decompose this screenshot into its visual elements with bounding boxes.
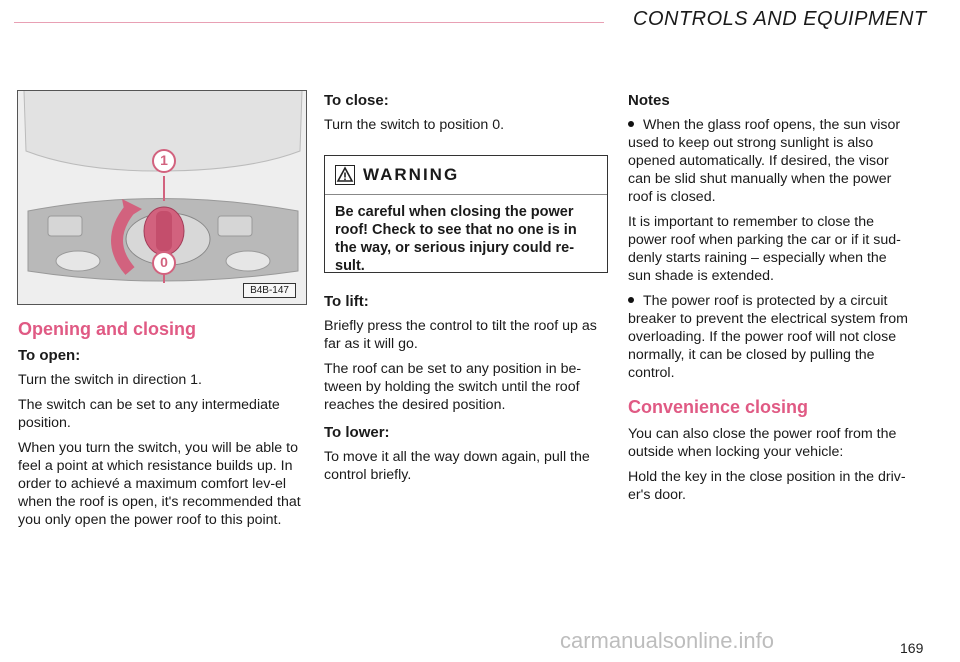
page-number: 169 bbox=[900, 640, 924, 656]
subheading-to-open: To open: bbox=[18, 347, 81, 364]
paragraph: Hold the key in the close position in the driv-er's door. bbox=[628, 469, 906, 503]
note-text: When the glass roof opens, the sun visor used to keep out strong sunlight is also opened automatically. If desired, the visor can be slid shut manually when the power roof is closed. bbox=[628, 117, 901, 205]
sunroof-switch-illustration bbox=[18, 91, 306, 304]
paragraph: The switch can be set to any intermediate position. bbox=[18, 397, 280, 431]
bullet-icon bbox=[628, 121, 634, 127]
sunroof-switch-figure bbox=[17, 90, 307, 305]
note-item bbox=[628, 116, 912, 206]
note-text: The power roof is protected by a circuit breaker to prevent the electrical system from overloading. If the power roof will not close normally, it can be closed by pulling the control. bbox=[628, 293, 908, 381]
callout-1: 1 bbox=[160, 152, 168, 168]
heading-notes: Notes bbox=[628, 92, 670, 109]
column-2-bottom bbox=[324, 293, 608, 491]
column-2-top bbox=[324, 92, 608, 141]
paragraph: Turn the switch in direction 1. bbox=[18, 372, 202, 388]
warning-text: Be careful when closing the power roof! Check to see that no one is in the way, or serious injury could re-sult. bbox=[335, 204, 577, 274]
callout-0: 0 bbox=[160, 254, 168, 270]
warning-header bbox=[325, 156, 607, 195]
warning-box bbox=[324, 155, 608, 273]
subheading-to-close: To close: bbox=[324, 92, 389, 109]
paragraph: Turn the switch to position 0. bbox=[324, 117, 505, 133]
paragraph: To move it all the way down again, pull the control briefly. bbox=[324, 449, 590, 483]
section-title: CONTROLS AND EQUIPMENT bbox=[633, 8, 927, 30]
figure-code: B4B-147 bbox=[243, 283, 296, 298]
paragraph: When you turn the switch, you will be able to feel a point at which resistance builds up. In order to achievé a maximum comfort lev-el when the roof is open, it's recommended that you only open the power roof to this point. bbox=[18, 440, 301, 528]
paragraph: You can also close the power roof from the outside when locking your vehicle: bbox=[628, 426, 897, 460]
warning-title: WARNING bbox=[363, 165, 460, 184]
watermark: carmanualsonline.info bbox=[560, 628, 775, 653]
bullet-icon bbox=[628, 297, 634, 303]
note-item bbox=[628, 292, 912, 382]
column-3 bbox=[628, 92, 912, 511]
paragraph: The roof can be set to any position in be-tween by holding the switch until the roof reaches the desired position. bbox=[324, 361, 582, 413]
column-1 bbox=[18, 320, 308, 536]
header-rule bbox=[14, 22, 604, 23]
heading-opening-closing: Opening and closing bbox=[18, 319, 197, 339]
paragraph: Briefly press the control to tilt the roof up as far as it will go. bbox=[324, 318, 597, 352]
heading-convenience-closing: Convenience closing bbox=[628, 397, 809, 417]
warning-triangle-icon bbox=[335, 165, 355, 185]
paragraph: It is important to remember to close the power roof when parking the car or if it sud-denly starts raining – especially when the sun shade is extended. bbox=[628, 214, 901, 284]
subheading-to-lift: To lift: bbox=[324, 293, 369, 310]
subheading-to-lower: To lower: bbox=[324, 424, 390, 441]
